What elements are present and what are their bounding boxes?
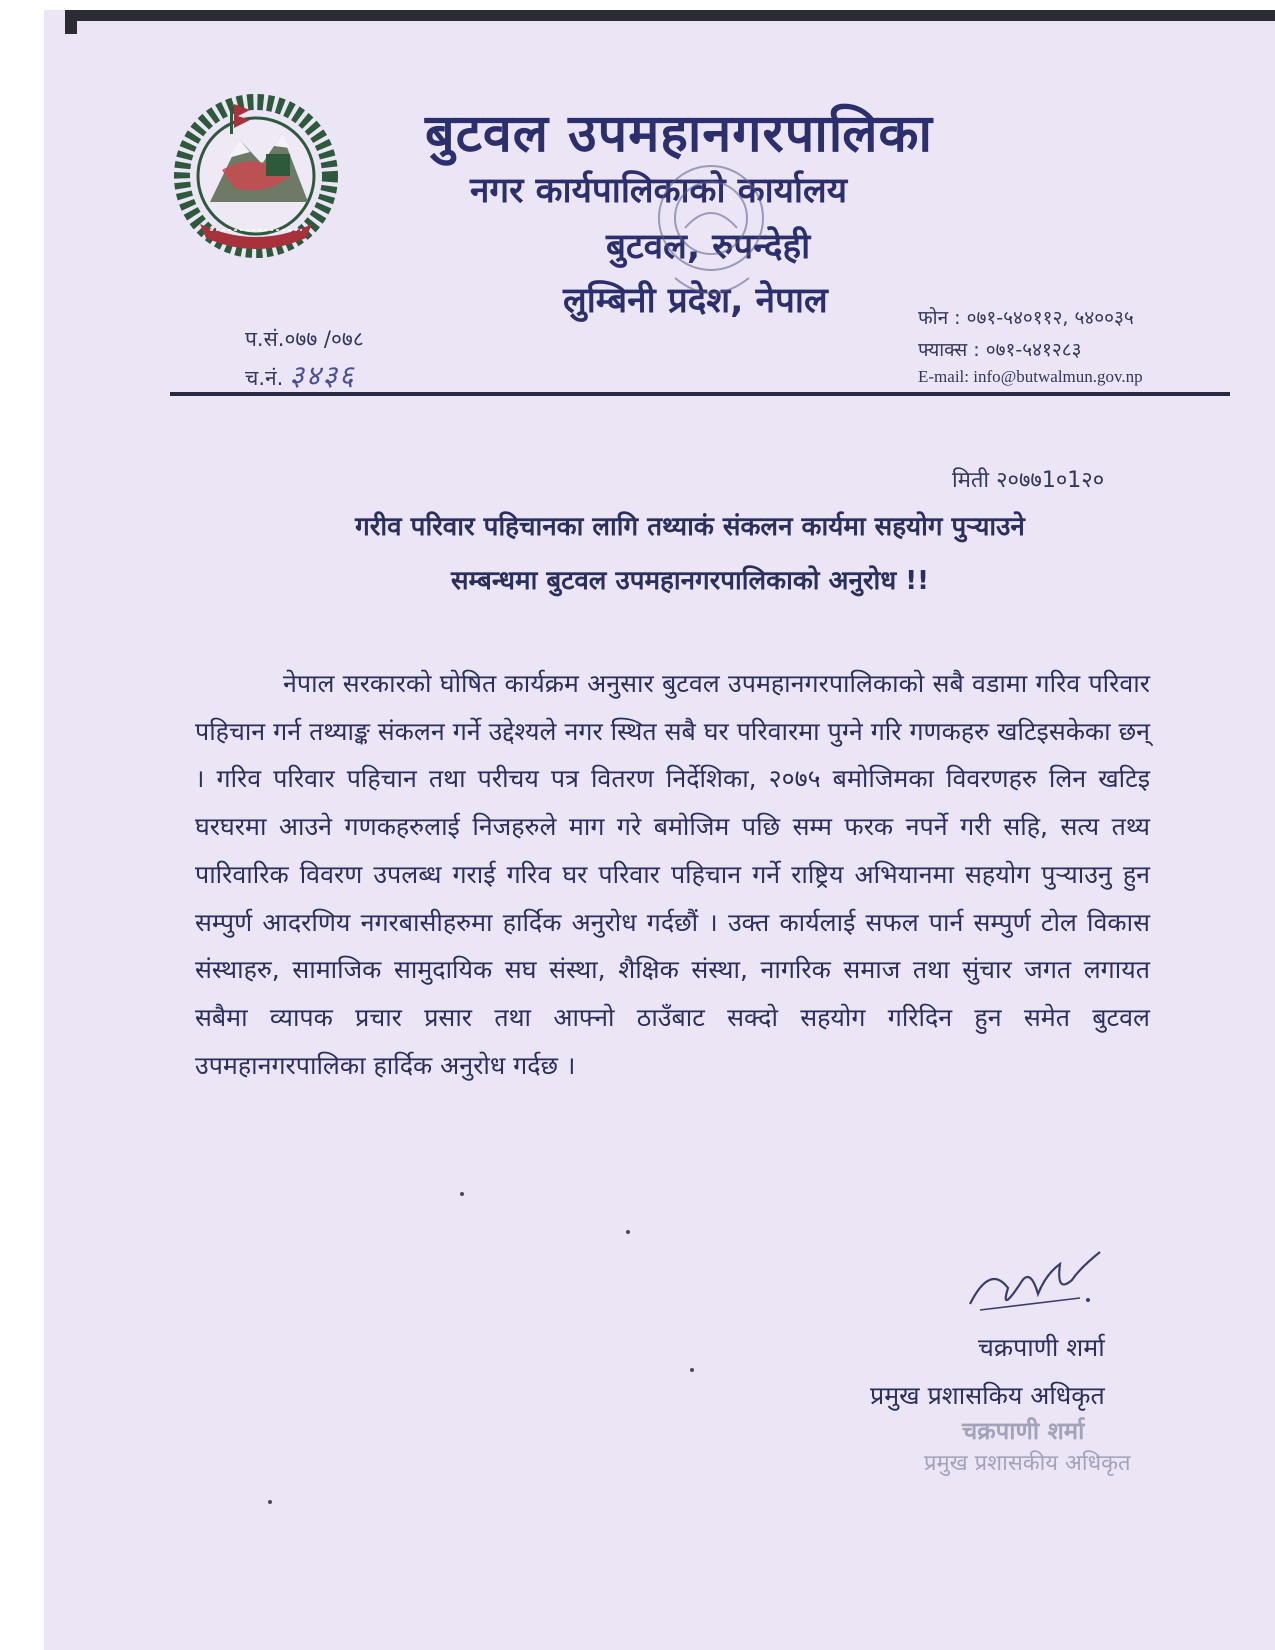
seal-signer-name: चक्रपाणी शर्मा — [962, 1417, 1085, 1445]
scan-top-edge — [65, 10, 1275, 21]
scan-corner-edge — [65, 10, 77, 34]
letter-number-label: प.सं. — [245, 327, 285, 351]
office-name: नगर कार्यपालिकाको कार्यालय — [470, 171, 848, 211]
contact-fax: फ्याक्स : ०७१-५४१२८३ — [918, 339, 1082, 361]
subject-line-1: गरीव परिवार पहिचानका लागि तथ्याकं संकलन कार्यमा सहयोग पुर्‍याउने — [355, 512, 1025, 542]
dispatch-number-handwritten: ३४३६ — [289, 359, 356, 392]
letter-number-value: ०७७ /०७८ — [284, 327, 364, 351]
seal-signer-designation: प्रमुख प्रशासकीय अधिकृत — [924, 1451, 1131, 1476]
letter-number — [245, 325, 364, 353]
letterhead-divider — [170, 392, 1230, 396]
contact-email: E-mail: info@butwalmun.gov.np — [918, 367, 1143, 386]
dispatch-number-label: च.नं. — [245, 366, 284, 390]
contact-phone: फोन : ०७१-५४०११२, ५४००३५ — [918, 307, 1134, 329]
office-province: लुम्बिनी प्रदेश, नेपाल — [563, 281, 828, 321]
letter-subject — [230, 500, 1150, 608]
office-round-stamp-icon — [645, 158, 777, 336]
subject-line-2: सम्बन्धमा बुटवल उपमहानगरपालिकाको अनुरोध !! — [450, 566, 930, 596]
signer-designation: प्रमुख प्रशासकिय अधिकृत — [870, 1381, 1105, 1410]
letter-date: मिती २०७७1०1२० — [952, 468, 1105, 493]
letter-body: नेपाल सरकारको घोषित कार्यक्रम अनुसार बुटवल उपमहानगरपालिकाको सबै वडामा गरिव परिवार पहिचान गर्न तथ्याङ्क संकलन गर्ने उद्देश्यले नगर स्थित सबै घर परिवारमा पुग्ने गरि गणकहरु खटिइसकेका छन् । गरिव परिवार पहिचान तथा परीचय पत्र वितरण निर्देशिका, २०७५ बमोजिमका विवरणहरु लिन खटिइ घरघरमा आउने गणकहरुलाई निजहरुले माग गरे बमोजिम पछि सम्म फरक नपर्ने गरी सहि, सत्य तथ्य पारिवारिक विवरण उपलब्ध गराई गरिव घर परिवार पहिचान गर्ने राष्ट्रिय अभियानमा सहयोग पुर्‍याउनु हुन सम्पुर्ण आदरणिय नगरबासीहरुमा हार्दिक अनुरोध गर्दछौं । उक्त कार्यलाई सफल पार्न सम्पुर्ण टोल विकास संस्थाहरु, सामाजिक सामुदायिक सघ संस्था, शैक्षिक संस्था, नागरिक समाज तथा सुंचार जगत लगायत सबैमा व्यापक प्रचार प्रसार तथा आफ्नो ठाउँबाट सक्दो सहयोग गरिदिन हुन समेत बुटवल उपमहानगरपालिका हार्दिक अनुरोध गर्दछ । — [195, 669, 1150, 1080]
office-city: बुटवल, रुपन्देही — [606, 227, 811, 267]
scan-speck — [626, 1230, 630, 1234]
scan-speck — [268, 1500, 272, 1504]
scan-speck — [460, 1192, 464, 1196]
scan-speck — [690, 1368, 694, 1372]
organization-name: बुटवल उपमहानगरपालिका — [425, 104, 933, 164]
nepal-government-emblem-icon — [170, 92, 342, 262]
signer-name: चक्रपाणी शर्मा — [978, 1333, 1105, 1362]
dispatch-number — [245, 356, 356, 394]
handwritten-signature-icon — [960, 1244, 1120, 1322]
